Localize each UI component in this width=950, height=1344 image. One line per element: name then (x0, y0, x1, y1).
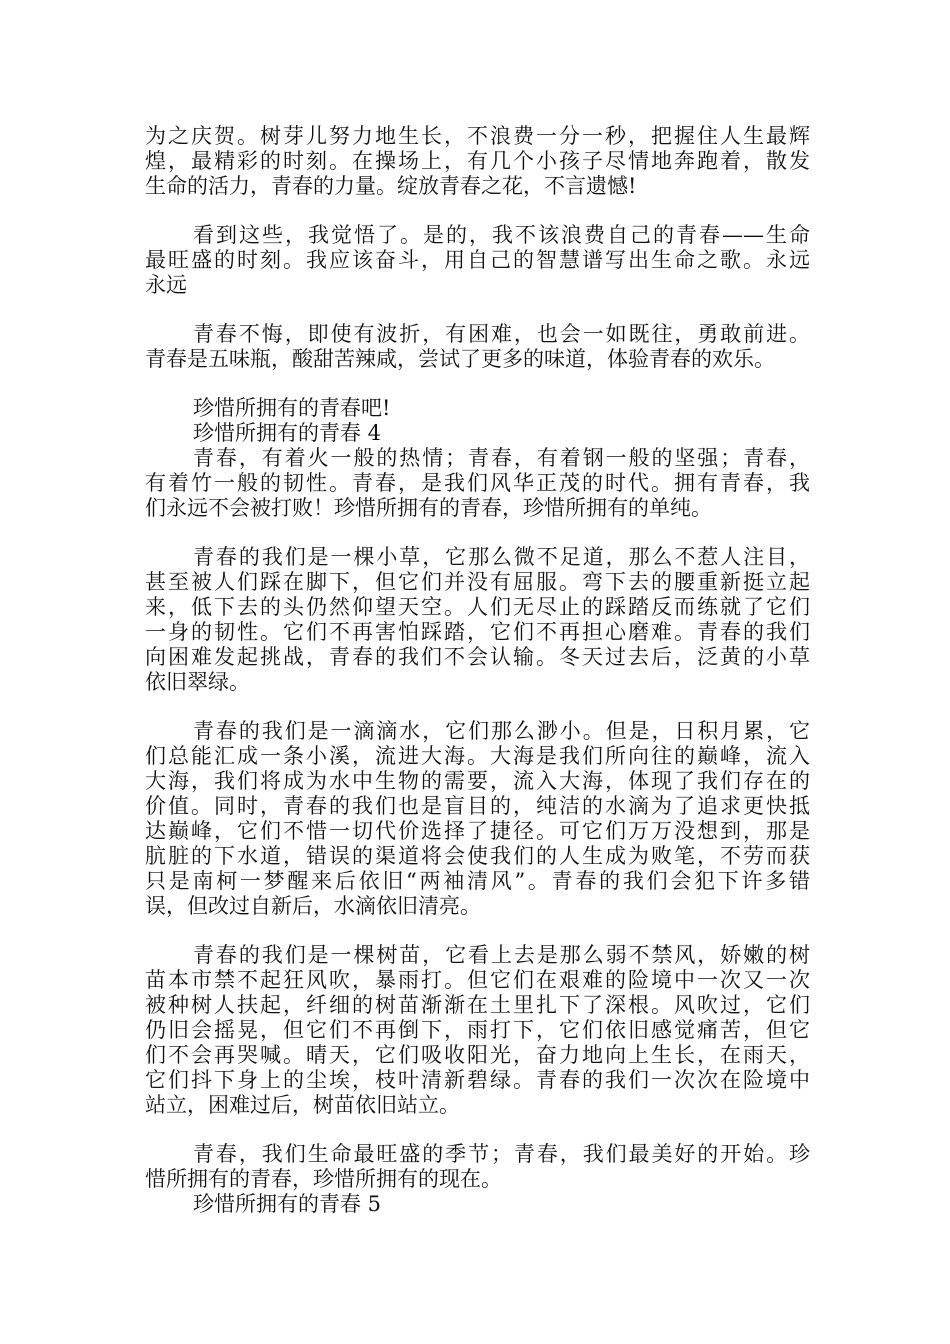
text-line: 依旧翠绿。 (145, 670, 250, 694)
paragraph-gap (145, 695, 810, 719)
paragraph (145, 446, 810, 521)
paragraph-gap (145, 521, 810, 545)
paragraph-gap (145, 298, 810, 322)
section-heading: 珍惜所拥有的青春 5 (193, 1192, 382, 1216)
text-line: 生命的活力，青春的力量。绽放青春之花，不言遗憾! (145, 174, 637, 198)
text-line: 青春，有着火一般的热情；青春，有着钢一般的坚强；青春， (193, 446, 810, 470)
text-line: 被种树人扶起，纤细的树苗渐渐在土里扎下了深根。风吹过，它们 (145, 993, 810, 1017)
text-line: 青春是五味瓶，酸甜苦辣咸，尝试了更多的味道，体验青春的欢乐。 (145, 347, 775, 371)
text-line: 甚至被人们踩在脚下，但它们并没有屈服。弯下去的腰重新挺立起 (145, 570, 810, 594)
text-line: 一身的韧性。它们不再害怕踩踏，它们不再担心磨难。青春的我们 (145, 620, 810, 644)
paragraph (145, 223, 810, 298)
text-line: 青春的我们是一棵树苗，它看上去是那么弱不禁风，娇嫩的树 (193, 943, 810, 967)
section-heading: 珍惜所拥有的青春 4 (193, 421, 382, 445)
text-line: 青春不悔，即使有波折，有困难，也会一如既往，勇敢前进。 (193, 322, 810, 346)
paragraph (145, 124, 810, 199)
paragraph (145, 322, 810, 372)
paragraph (145, 943, 810, 1118)
text-line: 们总能汇成一条小溪，流进大海。大海是我们所向往的巅峰，流入 (145, 744, 810, 768)
text-line: 苗本市禁不起狂风吹，暴雨打。但它们在艰难的险境中一次又一次 (145, 968, 810, 992)
text-line: 珍惜所拥有的青春吧! (193, 396, 391, 420)
text-line: 误，但改过自新后，水滴依旧清亮。 (145, 894, 481, 918)
paragraph-gap (145, 372, 810, 396)
text-line: 仍旧会摇晃，但它们不再倒下，雨打下，它们依旧感觉痛苦，但它 (145, 1018, 810, 1042)
text-line: 达巅峰，它们不惜一切代价选择了捷径。可它们万万没想到，那是 (145, 819, 810, 843)
text-line: 它们抖下身上的尘埃，枝叶清新碧绿。青春的我们一次次在险境中 (145, 1068, 810, 1092)
text-line: 来，低下去的头仍然仰望天空。人们无尽止的踩踏反而练就了它们 (145, 595, 810, 619)
text-line: 大海，我们将成为水中生物的需要，流入大海，体现了我们存在的 (145, 769, 810, 793)
text-line: 青春，我们生命最旺盛的季节；青春，我们最美好的开始。珍 (193, 1142, 810, 1166)
document-page (145, 124, 810, 1217)
text-line: 惜所拥有的青春，珍惜所拥有的现在。 (145, 1167, 502, 1191)
paragraph-gap (145, 199, 810, 223)
text-line: 看到这些，我觉悟了。是的，我不该浪费自己的青春——生命 (193, 223, 810, 247)
text-line: 青春的我们是一滴滴水，它们那么渺小。但是，日积月累，它 (193, 719, 810, 743)
paragraph (145, 545, 810, 695)
paragraph (145, 1142, 810, 1192)
text-line: 们不会再哭喊。晴天，它们吸收阳光，奋力地向上生长，在雨天， (145, 1043, 810, 1067)
text-line: 只是南柯一梦醒来后依旧“两袖清风”。青春的我们会犯下许多错 (145, 869, 810, 893)
paragraph (145, 719, 810, 919)
text-line: 为之庆贺。树芽儿努力地生长，不浪费一分一秒，把握住人生最辉 (145, 124, 810, 148)
paragraph-gap (145, 1118, 810, 1142)
text-line: 站立，困难过后，树苗依旧站立。 (145, 1093, 460, 1117)
text-line: 肮脏的下水道，错误的渠道将会使我们的人生成为败笔，不劳而获 (145, 844, 810, 868)
text-line: 有着竹一般的韧性。青春，是我们风华正茂的时代。拥有青春，我 (145, 471, 810, 495)
text-line: 最旺盛的时刻。我应该奋斗，用自己的智慧谱写出生命之歌。永远 (145, 248, 810, 272)
paragraph (145, 396, 810, 421)
text-line: 青春的我们是一棵小草，它那么微不足道，那么不惹人注目， (193, 545, 810, 569)
text-line: 煌，最精彩的时刻。在操场上，有几个小孩子尽情地奔跑着，散发 (145, 149, 810, 173)
text-line: 们永远不会被打败！珍惜所拥有的青春，珍惜所拥有的单纯。 (145, 496, 712, 520)
text-line: 向困难发起挑战，青春的我们不会认输。冬天过去后，泛黄的小草 (145, 645, 810, 669)
paragraph-gap (145, 919, 810, 943)
text-line: 永远 (145, 273, 187, 297)
text-line: 价值。同时，青春的我们也是盲目的，纯洁的水滴为了追求更快抵 (145, 794, 810, 818)
